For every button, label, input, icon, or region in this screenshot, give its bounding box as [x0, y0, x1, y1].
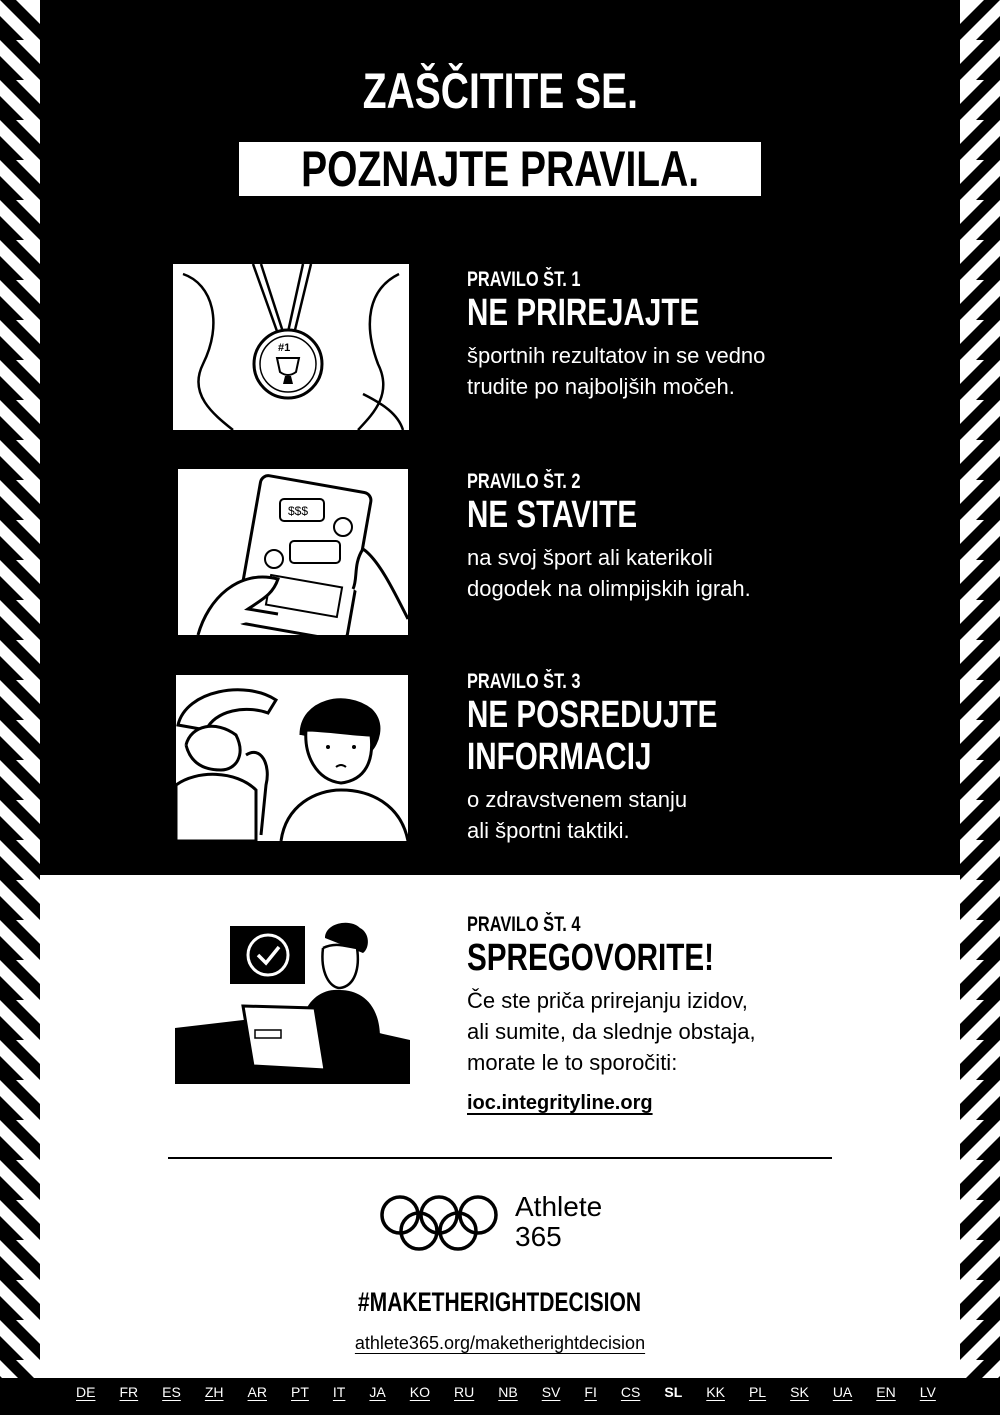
- language-sv[interactable]: SV: [541, 1384, 561, 1400]
- rule-3-heading-2: INFORMACIJ: [467, 736, 652, 778]
- right-hazard-stripes: [960, 0, 1000, 1378]
- phone-icon: [178, 469, 408, 635]
- laptop-report-illustration: [175, 918, 410, 1086]
- language-de[interactable]: DE: [76, 1384, 96, 1400]
- rule-1: [467, 268, 765, 402]
- rule-2-number: PRAVILO ŠT. 2: [467, 470, 581, 493]
- athlete365-logo-text: Athlete 365: [515, 1191, 603, 1252]
- language-kk[interactable]: KK: [706, 1384, 725, 1400]
- language-sk[interactable]: SK: [790, 1384, 809, 1400]
- svg-text:$$$: $$$: [288, 504, 309, 518]
- integrity-line-link[interactable]: ioc.integrityline.org: [467, 1092, 653, 1114]
- rule-4-text: Če ste priča prirejanju izidov, ali sumite, da slednje obstaja, morate le to sporočiti:: [467, 988, 756, 1075]
- rule-3-text: o zdravstvenem stanju ali športni taktiki.: [467, 787, 688, 843]
- language-it[interactable]: IT: [332, 1384, 346, 1400]
- language-ja[interactable]: JA: [369, 1384, 386, 1400]
- language-list: [76, 1384, 936, 1400]
- whisper-icon: [176, 675, 408, 841]
- language-zh[interactable]: ZH: [204, 1384, 224, 1400]
- language-sl[interactable]: SL: [664, 1384, 683, 1400]
- language-lv[interactable]: LV: [919, 1384, 936, 1400]
- language-ru[interactable]: RU: [454, 1384, 475, 1400]
- athlete365-link[interactable]: athlete365.org/maketherightdecision: [354, 1333, 646, 1353]
- language-ko[interactable]: KO: [409, 1384, 430, 1400]
- language-ua[interactable]: UA: [832, 1384, 853, 1400]
- svg-text:#1: #1: [278, 342, 291, 354]
- rule-1-text: športnih rezultatov in se vedno trudite po najboljših močeh.: [467, 343, 766, 399]
- language-nb[interactable]: NB: [498, 1384, 518, 1400]
- rule-3-heading-1: NE POSREDUJTE: [467, 694, 718, 736]
- title-line-2-wrap: [0, 142, 1000, 196]
- rule-1-heading: NE PRIREJAJTE: [467, 292, 700, 334]
- divider: [168, 1157, 832, 1159]
- weblink-wrap: [0, 1333, 1000, 1354]
- language-pl[interactable]: PL: [748, 1384, 767, 1400]
- medal-illustration: [170, 261, 412, 433]
- phone-chat-illustration: [175, 466, 411, 638]
- language-pt[interactable]: PT: [291, 1384, 309, 1400]
- rule-3: [467, 670, 788, 846]
- language-fi[interactable]: FI: [584, 1384, 597, 1400]
- title-line-1: ZAŠČITITE SE.: [362, 63, 638, 119]
- rule-3-number: PRAVILO ŠT. 3: [467, 670, 581, 693]
- rule-2-heading: NE STAVITE: [467, 494, 638, 536]
- language-fr[interactable]: FR: [119, 1384, 139, 1400]
- medal-icon: [173, 264, 409, 430]
- rule-4-number: PRAVILO ŠT. 4: [467, 913, 581, 936]
- language-cs[interactable]: CS: [620, 1384, 641, 1400]
- whisper-illustration: [173, 672, 411, 844]
- title-line-2: POZNAJTE PRAVILA.: [239, 142, 761, 196]
- rule-1-number: PRAVILO ŠT. 1: [467, 268, 581, 291]
- olympic-rings-icon: [378, 1193, 500, 1251]
- hashtag: #MAKETHERIGHTDECISION: [358, 1287, 642, 1317]
- language-es[interactable]: ES: [162, 1384, 181, 1400]
- language-ar[interactable]: AR: [247, 1384, 267, 1400]
- left-hazard-stripes: [0, 0, 40, 1378]
- rule-2-text: na svoj šport ali katerikoli dogodek na olimpijskih igrah.: [467, 545, 751, 601]
- rule-4: [467, 913, 784, 1115]
- language-en[interactable]: EN: [876, 1384, 896, 1400]
- rule-4-heading: SPREGOVORITE!: [467, 937, 715, 979]
- rule-2: [467, 470, 751, 604]
